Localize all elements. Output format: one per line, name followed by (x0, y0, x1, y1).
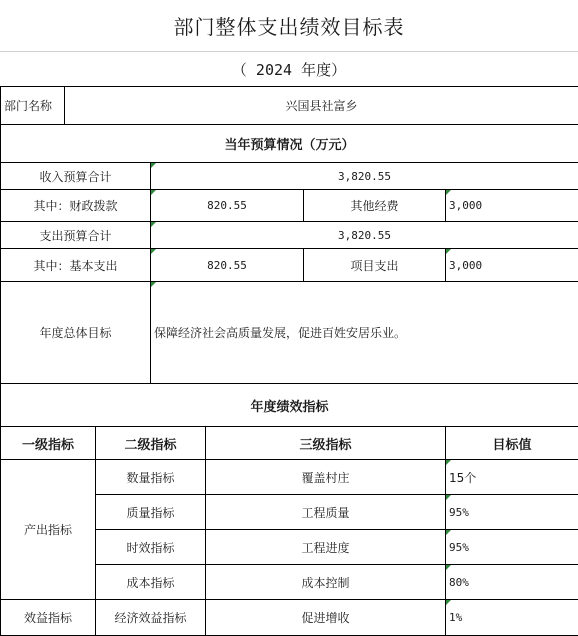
fiscal-label: 其中：财政拨款 (1, 190, 151, 222)
goal-row (1, 282, 578, 384)
target-cell[interactable]: 95% (446, 530, 578, 565)
budget-header-row (1, 125, 578, 163)
expense-total-value[interactable]: 3,820.55 (151, 222, 578, 249)
page-title: 部门整体支出绩效目标表 (0, 0, 578, 52)
basic-row (1, 249, 578, 282)
level3-cell: 促进增收 (206, 600, 446, 636)
target-cell[interactable]: 1% (446, 600, 578, 636)
basic-value[interactable]: 820.55 (151, 249, 304, 282)
level2-cell: 数量指标 (96, 460, 206, 495)
level1-benefit: 效益指标 (1, 600, 96, 636)
income-total-label: 收入预算合计 (1, 163, 151, 190)
other-label: 其他经费 (304, 190, 446, 222)
expense-total-row (1, 222, 578, 249)
column-header-row (1, 427, 578, 460)
other-value[interactable]: 3,000 (446, 190, 578, 222)
dept-value[interactable]: 兴国县社富乡 (65, 87, 578, 125)
col-header-level2: 二级指标 (96, 427, 206, 460)
target-cell[interactable]: 80% (446, 565, 578, 600)
level1-output: 产出指标 (1, 460, 96, 600)
perf-header-row (1, 384, 578, 427)
goal-value[interactable]: 保障经济社会高质量发展，促进百姓安居乐业。 (151, 282, 578, 384)
project-value[interactable]: 3,000 (446, 249, 578, 282)
income-total-row (1, 163, 578, 190)
dept-row (1, 87, 578, 125)
fiscal-value[interactable]: 820.55 (151, 190, 304, 222)
level3-cell: 成本控制 (206, 565, 446, 600)
target-cell[interactable]: 15个 (446, 460, 578, 495)
expense-total-label: 支出预算合计 (1, 222, 151, 249)
col-header-level3: 三级指标 (206, 427, 446, 460)
level2-cell: 经济效益指标 (96, 600, 206, 636)
dept-label: 部门名称 (1, 87, 65, 125)
level2-cell: 时效指标 (96, 530, 206, 565)
level3-cell: 工程质量 (206, 495, 446, 530)
basic-label: 其中：基本支出 (1, 249, 151, 282)
project-label: 项目支出 (304, 249, 446, 282)
budget-header: 当年预算情况（万元） (1, 125, 578, 163)
col-header-target: 目标值 (446, 427, 578, 460)
col-header-level1: 一级指标 (1, 427, 96, 460)
target-table (0, 86, 578, 636)
level2-cell: 质量指标 (96, 495, 206, 530)
level3-cell: 覆盖村庄 (206, 460, 446, 495)
level3-cell: 工程进度 (206, 530, 446, 565)
target-cell[interactable]: 95% (446, 495, 578, 530)
perf-header: 年度绩效指标 (1, 384, 578, 427)
income-total-value[interactable]: 3,820.55 (151, 163, 578, 190)
year-subtitle: （ 2024 年度） (231, 60, 347, 79)
table-row (1, 600, 578, 636)
table-row (1, 460, 578, 495)
fiscal-row (1, 190, 578, 222)
level2-cell: 成本指标 (96, 565, 206, 600)
goal-label: 年度总体目标 (1, 282, 151, 384)
